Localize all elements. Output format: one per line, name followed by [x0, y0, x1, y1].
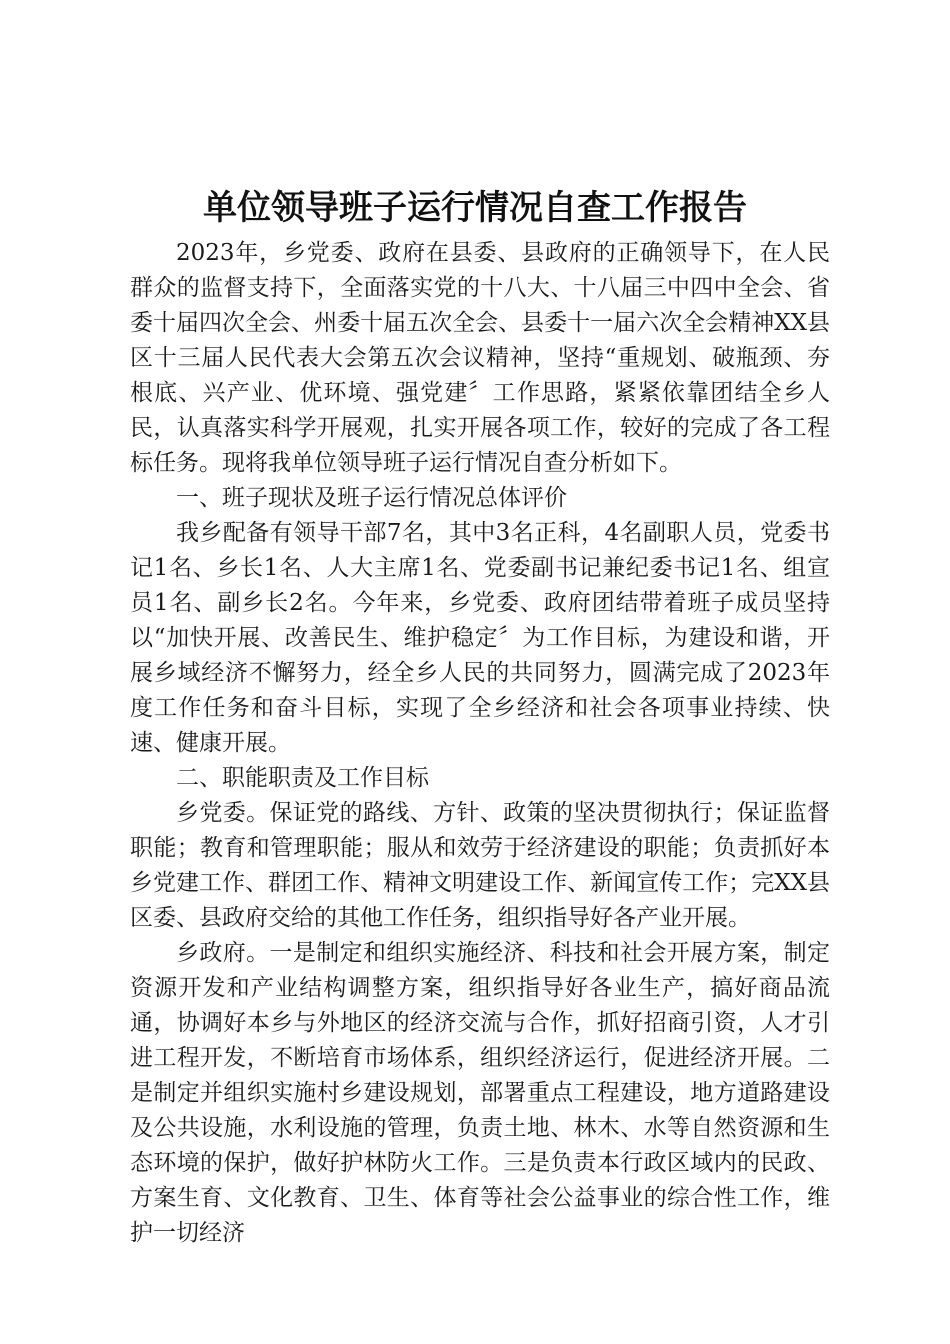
- paragraph-township-government: 乡政府。一是制定和组织实施经济、科技和社会开展方案，制定资源开发和产业结构调整方案，组织指导好各业生产，搞好商品流通，协调好本乡与外地区的经济交流与合作，抓好招商引资，人才引进工程开发，不断培育市场体系，组织经济运行，促进经济开展。二是制定并组织实施村乡建设规划，部署重点工程建设，地方道路建设及公共设施，水利设施的管理，负责土地、林木、水等自然资源和生态环境的保护，做好护林防火工作。三是负责本行政区域内的民政、方案生育、文化教育、卫生、体育等社会公益事业的综合性工作，维护一切经济: [130, 940, 830, 1246]
- paragraph-party-committee: 乡党委。保证党的路线、方针、政策的坚决贯彻执行；保证监督职能；教育和管理职能；服从和效劳于经济建设的职能；负责抓好本乡党建工作、群团工作、精神文明建设工作、新闻宣传工作；完XX县区委、县政府交给的其他工作任务，组织指导好各产业开展。: [130, 800, 830, 931]
- document-body: [130, 236, 830, 1251]
- section-heading-2: 二、职能职责及工作目标: [176, 765, 429, 791]
- paragraph-intro: 2023年，乡党委、政府在县委、县政府的正确领导下，在人民群众的监督支持下，全面落实党的十八大、十八届三中四中全会、省委十届四次全会、州委十届五次全会、县委十一届六次全会精神XX县区十三届人民代表大会第五次会议精神，坚持“重规划、破瓶颈、夯根底、兴产业、优环境、强党建〞工作思路，紧紧依靠团结全乡人民，认真落实科学开展观，扎实开展各项工作，较好的完成了各工程标任务。现将我单位领导班子运行情况自查分析如下。: [130, 240, 830, 476]
- paragraph-team-status: 我乡配备有领导干部7名，其中3名正科，4名副职人员，党委书记1名、乡长1名、人大主席1名、党委副书记兼纪委书记1名、组宣员1名、副乡长2名。今年来，乡党委、政府团结带着班子成员坚持以“加快开展、改善民生、维护稳定〞为工作目标，为建设和谐，开展乡域经济不懈努力，经全乡人民的共同努力，圆满完成了2023年度工作任务和奋斗目标，实现了全乡经济和社会各项事业持续、快速、健康开展。: [130, 520, 830, 756]
- document-title: 单位领导班子运行情况自查工作报告: [203, 188, 747, 228]
- section-heading-1: 一、班子现状及班子运行情况总体评价: [176, 485, 567, 511]
